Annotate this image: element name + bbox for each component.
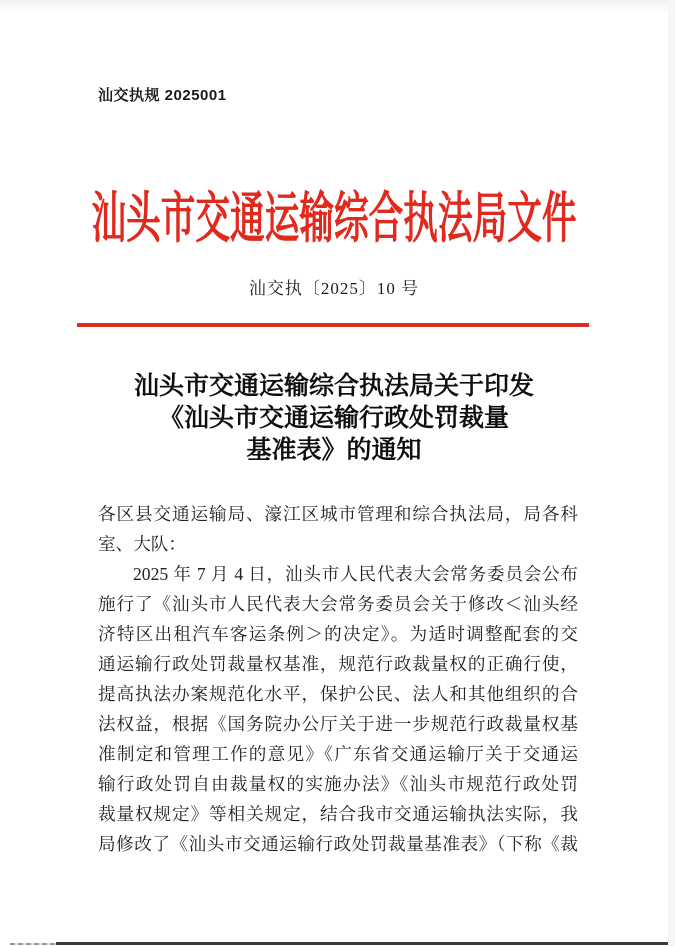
notice-title [0, 371, 668, 467]
body-line: 提高执法办案规范化水平，保护公民、法人和其他组织的合 [98, 684, 578, 704]
body-line: 局修改了《汕头市交通运输行政处罚裁量基准表》（下称《裁 [98, 834, 578, 854]
salutation-line-1: 各区县交通运输局、濠江区城市管理和综合执法局，局各科 [98, 504, 578, 524]
body-line: 准制定和管理工作的意见》《广东省交通运输厅关于交通运 [98, 744, 578, 764]
masthead-title: 汕头市交通运输综合执法局文件 [91, 188, 577, 249]
page-bottom-edge [56, 942, 668, 945]
body-line: 通运输行政处罚裁量权基准，规范行政裁量权的正确行使， [98, 654, 578, 674]
body-line: 输行政处罚自由裁量权的实施办法》《汕头市规范行政处罚 [98, 774, 578, 794]
salutation-line-2: 室、大队： [98, 534, 186, 554]
body-line: 2025 年 7 月 4 日，汕头市人民代表大会常务委员会公布 [133, 564, 578, 584]
document-body [98, 499, 578, 859]
page-bottom-edge-dashes [10, 943, 56, 945]
doc-reg-number: 汕交执规 2025001 [98, 87, 227, 104]
page-top-shadow [0, 0, 668, 14]
doc-issue-number: 汕交执〔2025〕10 号 [248, 279, 420, 298]
notice-title-line-2: 《汕头市交通运输行政处罚裁量 [158, 405, 509, 432]
body-line: 法权益，根据《国务院办公厅关于进一步规范行政裁量权基 [98, 714, 578, 734]
body-line: 施行了《汕头市人民代表大会常务委员会关于修改＜汕头经 [98, 594, 578, 614]
viewer-background-strip [668, 0, 675, 946]
notice-title-line-3: 基准表》的通知 [246, 437, 422, 464]
notice-title-line-1: 汕头市交通运输综合执法局关于印发 [133, 373, 534, 400]
red-separator-line [77, 323, 589, 327]
body-line: 济特区出租汽车客运条例＞的决定》。为适时调整配套的交 [98, 624, 578, 644]
body-line: 裁量权规定》等相关规定，结合我市交通运输执法实际，我 [98, 804, 578, 824]
